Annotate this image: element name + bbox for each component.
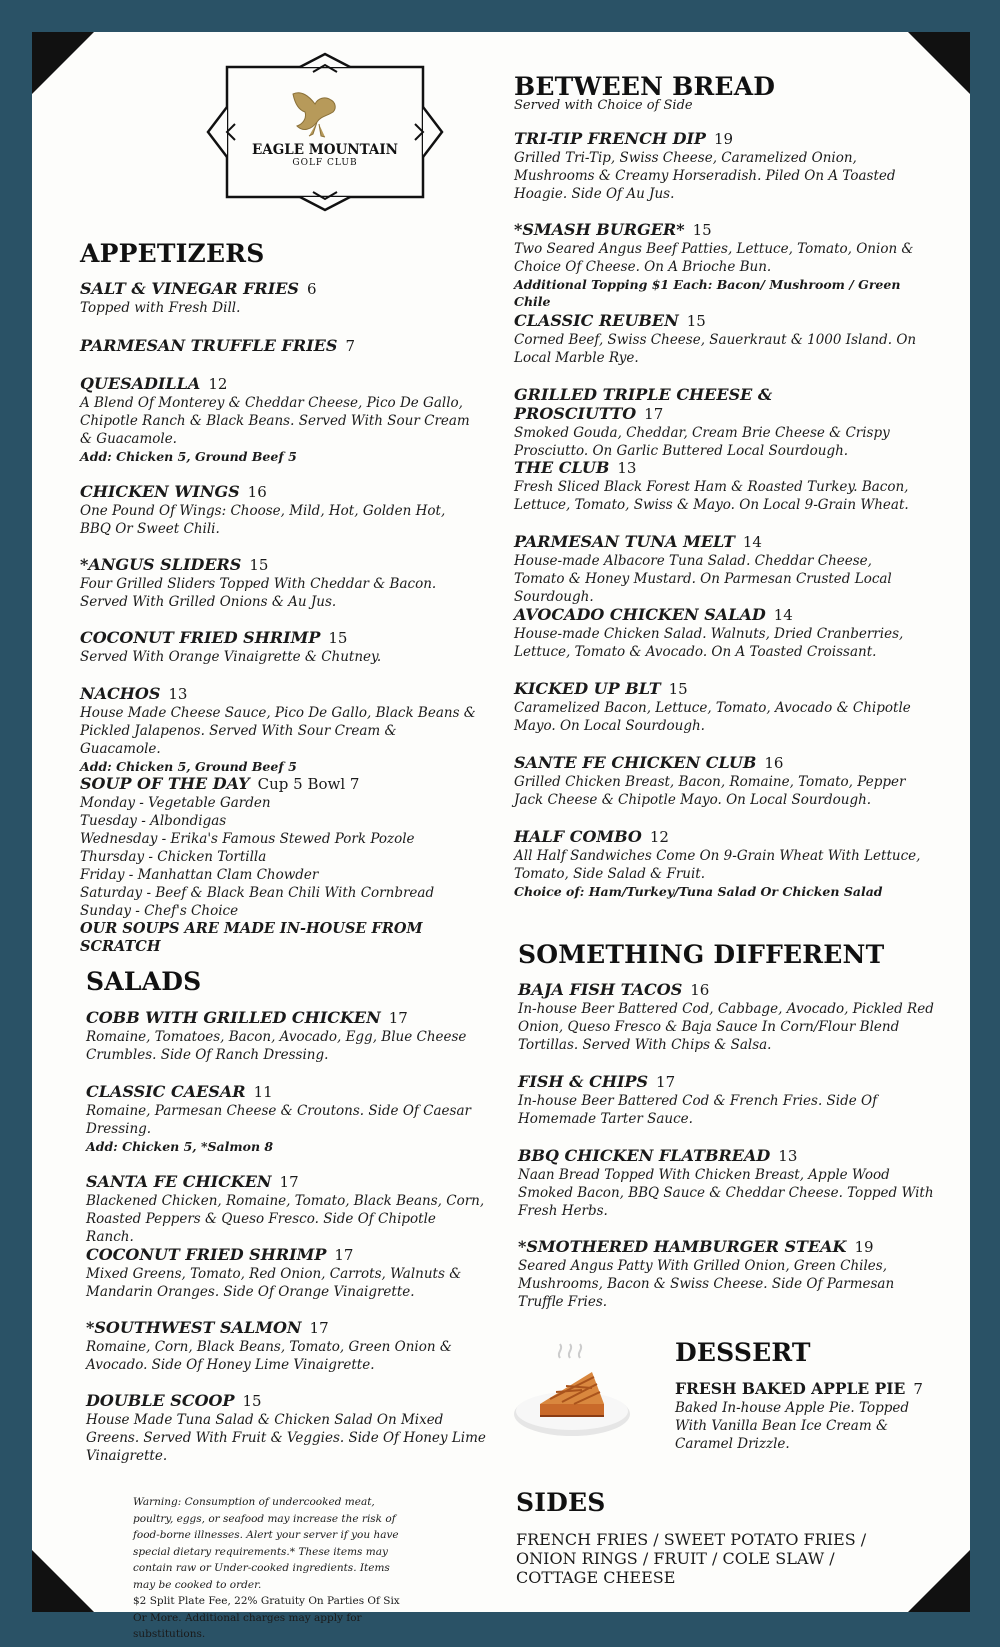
- item-price: 13: [168, 685, 188, 703]
- item-name: HALF COMBO: [514, 827, 642, 846]
- item-price: 16: [764, 754, 784, 772]
- menu-item: [80, 684, 480, 775]
- item-price: 7: [345, 337, 355, 355]
- soup-day: Tuesday - Albondigas: [80, 813, 227, 829]
- apple-pie-icon: [512, 1342, 632, 1447]
- item-name: NACHOS: [80, 684, 161, 703]
- item-description: In-house Beer Battered Cod & French Fries. Side Of Homemade Tarter Sauce.: [518, 1093, 878, 1127]
- item-description: Mixed Greens, Tomato, Red Onion, Carrots, Walnuts & Mandarin Oranges. Side Of Orange Vinaigrette.: [86, 1266, 462, 1300]
- item-name: CLASSIC CAESAR: [86, 1082, 246, 1101]
- section-title-salads: SALADS: [86, 967, 202, 996]
- logo: [205, 52, 445, 212]
- section-title-between-bread: BETWEEN BREAD: [514, 72, 776, 101]
- logo-frame-icon: [205, 52, 445, 212]
- apple-pie-image: [512, 1342, 632, 1447]
- item-name: COBB WITH GRILLED CHICKEN: [86, 1008, 381, 1027]
- section-title-something-different: SOMETHING DIFFERENT: [518, 940, 885, 969]
- item-price: 6: [306, 280, 317, 298]
- item-addon: Choice of: Ham/Turkey/Tuna Salad Or Chicken Salad: [514, 884, 883, 899]
- corner-decoration: [908, 32, 970, 94]
- item-name: FRESH BAKED APPLE PIE: [675, 1379, 906, 1398]
- item-description: House-made Albacore Tuna Salad. Cheddar Cheese, Tomato & Honey Mustard. On Parmesan Crusted Local Sourdough.: [514, 553, 892, 605]
- fees-text: $2 Split Plate Fee, 22% Gratuity On Parties Of Six Or More. Additional charges may apply for substitutions.: [133, 1595, 400, 1640]
- item-name: *SMOTHERED HAMBURGER STEAK: [518, 1237, 847, 1256]
- item-price: 14: [742, 533, 762, 551]
- soup-day: Monday - Vegetable Garden: [80, 795, 271, 811]
- item-name: DOUBLE SCOOP: [86, 1391, 235, 1410]
- warning-text: Warning: Consumption of undercooked meat, poultry, eggs, or seafood may increase the risk of food-borne illnesses. Alert your server if you have special dietary requirements.* These items may contain raw or Under-cooked ingredients. Items may be cooked to order.: [133, 1496, 399, 1591]
- soup-day: Wednesday - Erika's Famous Stewed Pork Pozole: [80, 831, 415, 847]
- item-name: SANTE FE CHICKEN CLUB: [514, 753, 757, 772]
- item-name: QUESADILLA: [80, 374, 201, 393]
- item-addon: Additional Topping $1 Each: Bacon/ Mushroom / Green Chile: [514, 277, 901, 309]
- item-name: *SOUTHWEST SALMON: [86, 1318, 302, 1337]
- item-price: 12: [649, 828, 669, 846]
- menu-item: [514, 532, 924, 606]
- menu-item: [514, 129, 924, 203]
- eagle-icon: [293, 93, 335, 137]
- menu-item: [514, 385, 924, 460]
- item-description: One Pound Of Wings: Choose, Mild, Hot, Golden Hot, BBQ Or Sweet Chili.: [80, 503, 446, 537]
- item-price: 13: [617, 459, 637, 477]
- item-name: BBQ CHICKEN FLATBREAD: [518, 1146, 771, 1165]
- soup-day: Saturday - Beef & Black Bean Chili With Cornbread: [80, 885, 435, 901]
- item-name: GRILLED TRIPLE CHEESE & PROSCIUTTO: [514, 385, 773, 423]
- item-price: 15: [249, 556, 269, 574]
- item-description: Romaine, Tomatoes, Bacon, Avocado, Egg, Blue Cheese Crumbles. Side Of Ranch Dressing.: [86, 1029, 467, 1063]
- item-price: 17: [309, 1319, 329, 1337]
- item-description: House-made Chicken Salad. Walnuts, Dried Cranberries, Lettuce, Tomato & Avocado. On A Toasted Croissant.: [514, 626, 904, 660]
- menu-item: [514, 753, 924, 809]
- item-price: 17: [644, 405, 664, 423]
- menu-item: [80, 555, 480, 611]
- item-description: Topped with Fresh Dill.: [80, 300, 241, 316]
- item-description: House Made Cheese Sauce, Pico De Gallo, Black Beans & Pickled Jalapenos. Served With Sour Cream & Guacamole.: [80, 705, 476, 757]
- menu-item: [514, 311, 924, 367]
- item-description: Naan Bread Topped With Chicken Breast, Apple Wood Smoked Bacon, BBQ Sauce & Cheddar Cheese. Topped With Fresh Herbs.: [518, 1167, 934, 1219]
- item-description: Two Seared Angus Beef Patties, Lettuce, Tomato, Onion & Choice Of Cheese. On A Brioche Bun.: [514, 241, 914, 275]
- menu-item: [518, 1072, 938, 1128]
- item-description: Served With Orange Vinaigrette & Chutney.: [80, 649, 382, 665]
- menu-item: [514, 605, 924, 661]
- item-price: 7: [913, 1380, 923, 1398]
- menu-item: [80, 279, 480, 317]
- item-description: Caramelized Bacon, Lettuce, Tomato, Avocado & Chipotle Mayo. On Local Sourdough.: [514, 700, 911, 734]
- item-name: KICKED UP BLT: [514, 679, 661, 698]
- item-price: 17: [279, 1173, 299, 1191]
- menu-item: [80, 374, 480, 465]
- menu-item: [86, 1008, 486, 1064]
- item-name: CHICKEN WINGS: [80, 482, 240, 501]
- item-price: 15: [242, 1392, 262, 1410]
- item-price: 11: [253, 1083, 273, 1101]
- item-price: 19: [854, 1238, 874, 1256]
- menu-item: [514, 458, 924, 514]
- item-description: Grilled Tri-Tip, Swiss Cheese, Caramelized Onion, Mushrooms & Creamy Horseradish. Piled On A Toasted Hoagie. Side Of Au Jus.: [514, 150, 896, 202]
- item-name: COCONUT FRIED SHRIMP: [80, 628, 321, 647]
- item-price: 15: [692, 221, 712, 239]
- warning-notice: [133, 1494, 403, 1640]
- item-price: Cup 5 Bowl 7: [257, 775, 360, 793]
- menu-item: [86, 1245, 486, 1301]
- menu-item: [80, 628, 480, 666]
- item-name: BAJA FISH TACOS: [518, 980, 683, 999]
- item-price: 12: [208, 375, 228, 393]
- menu-item: [518, 980, 950, 1054]
- item-price: 16: [690, 981, 710, 999]
- item-description: Seared Angus Patty With Grilled Onion, Green Chiles, Mushrooms, Bacon & Swiss Cheese. Side Of Parmesan Truffle Fries.: [518, 1258, 895, 1310]
- logo-subtitle: GOLF CLUB: [292, 158, 358, 168]
- item-name: PARMESAN TRUFFLE FRIES: [80, 336, 338, 355]
- item-price: 15: [328, 629, 348, 647]
- menu-item: [86, 1172, 486, 1246]
- item-description: House Made Tuna Salad & Chicken Salad On Mixed Greens. Served With Fruit & Veggies. Side Of Honey Lime Vinaigrette.: [86, 1412, 486, 1464]
- corner-decoration: [32, 32, 94, 94]
- item-addon: Add: Chicken 5, *Salmon 8: [86, 1139, 274, 1154]
- item-addon: Add: Chicken 5, Ground Beef 5: [80, 759, 297, 774]
- soup-day: Sunday - Chef's Choice: [80, 903, 239, 919]
- item-name: CLASSIC REUBEN: [514, 311, 679, 330]
- item-description: Romaine, Corn, Black Beans, Tomato, Green Onion & Avocado. Side Of Honey Lime Vinaigrette.: [86, 1339, 452, 1373]
- soup-day: Thursday - Chicken Tortilla: [80, 849, 267, 865]
- item-description: Grilled Chicken Breast, Bacon, Romaine, Tomato, Pepper Jack Cheese & Chipotle Mayo. On Local Sourdough.: [514, 774, 906, 808]
- item-name: SANTA FE CHICKEN: [86, 1172, 272, 1191]
- soup-of-the-day: [80, 774, 500, 956]
- item-price: 17: [334, 1246, 354, 1264]
- section-title-sides: SIDES: [516, 1488, 606, 1517]
- item-name: TRI-TIP FRENCH DIP: [514, 129, 706, 148]
- menu-item: [80, 336, 480, 356]
- item-name: *SMASH BURGER*: [514, 220, 685, 239]
- item-name: PARMESAN TUNA MELT: [514, 532, 735, 551]
- item-description: A Blend Of Monterey & Cheddar Cheese, Pico De Gallo, Chipotle Ranch & Black Beans. Served With Sour Cream & Guacamole.: [80, 395, 470, 447]
- item-price: 17: [388, 1009, 408, 1027]
- item-description: Baked In-house Apple Pie. Topped With Vanilla Bean Ice Cream & Caramel Drizzle.: [675, 1400, 909, 1452]
- item-description: Fresh Sliced Black Forest Ham & Roasted Turkey. Bacon, Lettuce, Tomato, Swiss & Mayo. On Local 9-Grain Wheat.: [514, 479, 909, 513]
- item-name: THE CLUB: [514, 458, 610, 477]
- item-description: Romaine, Parmesan Cheese & Croutons. Side Of Caesar Dressing.: [86, 1103, 471, 1137]
- menu-item: [514, 679, 924, 735]
- item-addon: Add: Chicken 5, Ground Beef 5: [80, 449, 297, 464]
- item-name: SALT & VINEGAR FRIES: [80, 279, 299, 298]
- soup-day: Friday - Manhattan Clam Chowder: [80, 867, 319, 883]
- item-name: COCONUT FRIED SHRIMP: [86, 1245, 327, 1264]
- item-price: 16: [247, 483, 267, 501]
- menu-item: [514, 827, 924, 900]
- item-description: Four Grilled Sliders Topped With Cheddar & Bacon. Served With Grilled Onions & Au Jus.: [80, 576, 437, 610]
- item-price: 13: [778, 1147, 798, 1165]
- menu-item: [86, 1082, 486, 1155]
- item-description: All Half Sandwiches Come On 9-Grain Wheat With Lettuce, Tomato, Side Salad & Fruit.: [514, 848, 921, 882]
- item-price: 15: [668, 680, 688, 698]
- menu-item: [86, 1391, 496, 1465]
- item-name: *ANGUS SLIDERS: [80, 555, 242, 574]
- menu-item: [675, 1379, 925, 1453]
- menu-item: [86, 1318, 486, 1374]
- item-name: AVOCADO CHICKEN SALAD: [514, 605, 766, 624]
- menu-item: [514, 220, 924, 310]
- sides-list: FRENCH FRIES / SWEET POTATO FRIES / ONION RINGS / FRUIT / COLE SLAW / COTTAGE CHEESE: [516, 1530, 867, 1587]
- item-price: 14: [773, 606, 793, 624]
- section-subtitle: Served with Choice of Side: [514, 98, 693, 113]
- soup-note: OUR SOUPS ARE MADE IN-HOUSE FROM SCRATCH: [80, 920, 423, 955]
- item-price: 15: [686, 312, 706, 330]
- section-title-dessert: DESSERT: [675, 1338, 811, 1367]
- item-description: Smoked Gouda, Cheddar, Cream Brie Cheese & Crispy Prosciutto. On Garlic Buttered Local Sourdough.: [514, 425, 890, 459]
- section-title-appetizers: APPETIZERS: [80, 239, 265, 268]
- menu-item: [518, 1146, 938, 1220]
- item-description: In-house Beer Battered Cod, Cabbage, Avocado, Pickled Red Onion, Queso Fresco & Baja Sauce In Corn/Flour Blend Tortillas. Served With Chips & Salsa.: [518, 1001, 934, 1053]
- corner-decoration: [908, 1550, 970, 1612]
- item-price: 17: [656, 1073, 676, 1091]
- menu-item: [518, 1237, 928, 1311]
- item-price: 19: [713, 130, 734, 148]
- item-name: FISH & CHIPS: [518, 1072, 649, 1091]
- item-description: Blackened Chicken, Romaine, Tomato, Black Beans, Corn, Roasted Peppers & Queso Fresco. Side Of Chipotle Ranch.: [86, 1193, 485, 1245]
- corner-decoration: [32, 1550, 94, 1612]
- menu-item: [80, 482, 480, 538]
- item-name: SOUP OF THE DAY: [80, 774, 250, 793]
- item-description: Corned Beef, Swiss Cheese, Sauerkraut & 1000 Island. On Local Marble Rye.: [514, 332, 917, 366]
- logo-title: EAGLE MOUNTAIN: [251, 142, 399, 158]
